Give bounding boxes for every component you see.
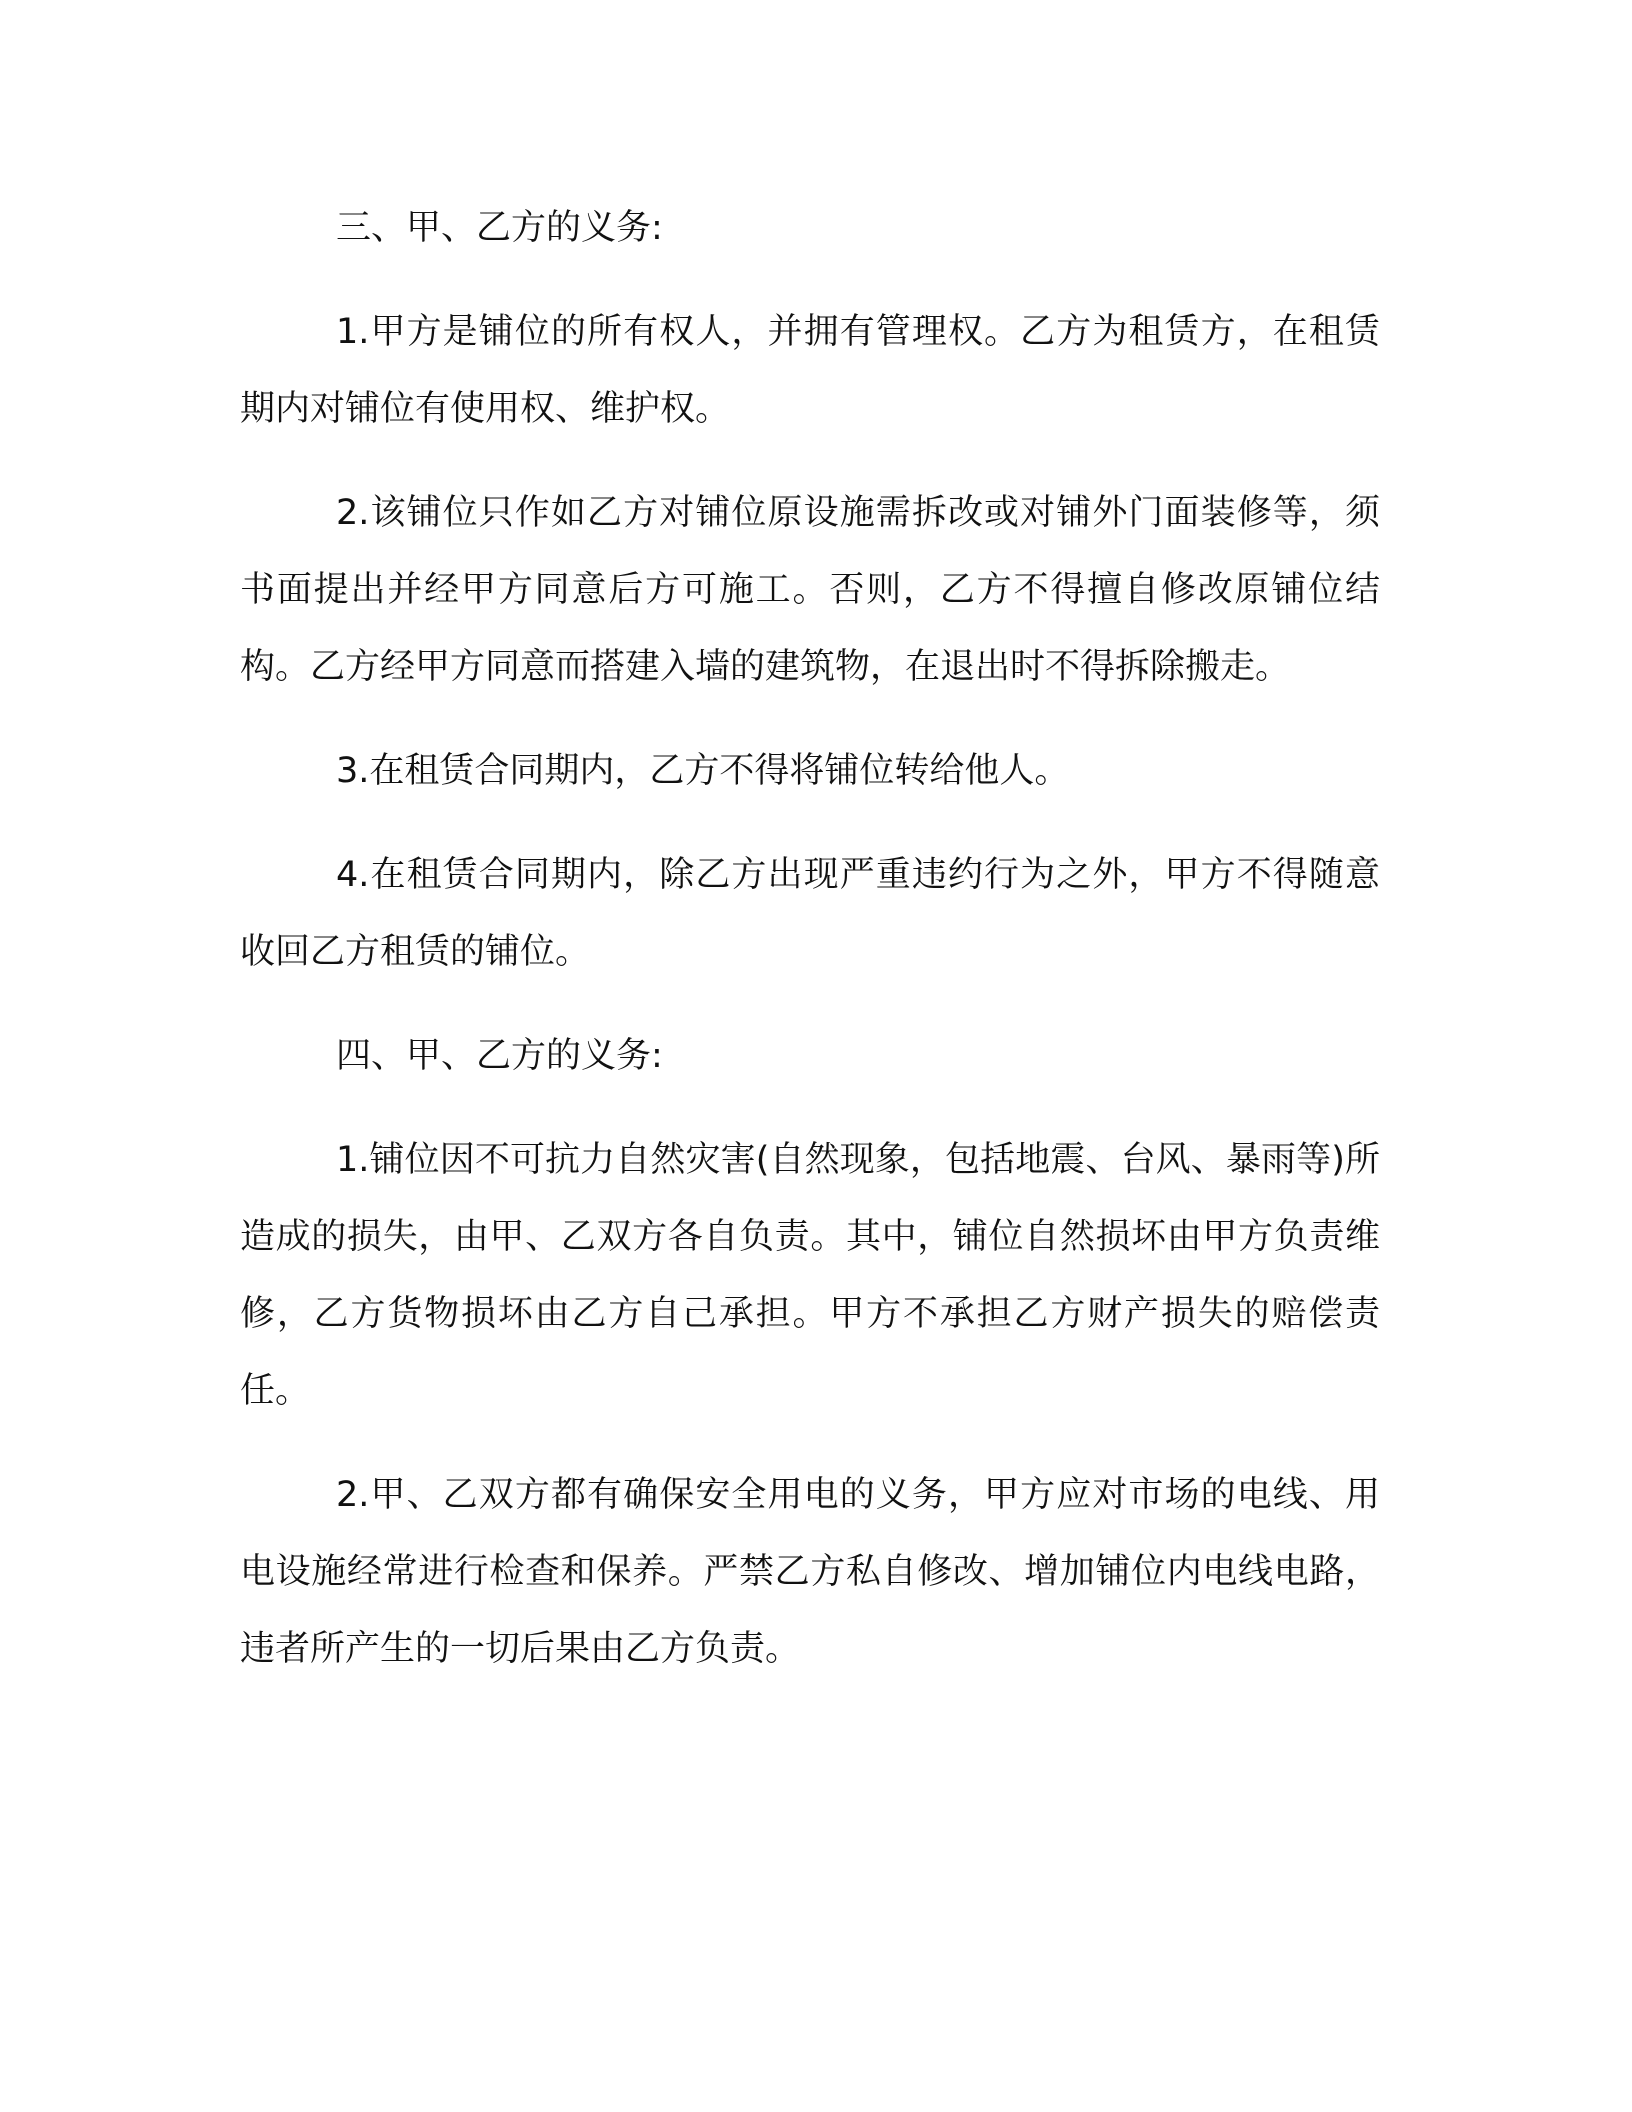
document-page [240, 190, 1380, 1715]
section-4-item-1: 1.铺位因不可抗力自然灾害(自然现象，包括地震、台风、暴雨等)所造成的损失，由甲、乙双方各自负责。其中，铺位自然损坏由甲方负责维修，乙方货物损坏由乙方自己承担。甲方不承担乙方财产损失的赔偿责任。 [240, 1140, 1380, 1411]
section-3-item-4: 4.在租赁合同期内，除乙方出现严重违约行为之外，甲方不得随意收回乙方租赁的铺位。 [240, 855, 1380, 972]
section-3-item-2: 2.该铺位只作如乙方对铺位原设施需拆改或对铺外门面装修等，须书面提出并经甲方同意后方可施工。否则，乙方不得擅自修改原铺位结构。乙方经甲方同意而搭建入墙的建筑物，在退出时不得拆除搬走。 [240, 493, 1380, 687]
section-3-item-3: 3.在租赁合同期内，乙方不得将铺位转给他人。 [336, 751, 1070, 791]
section-4-item-2: 2.甲、乙双方都有确保安全用电的义务，甲方应对市场的电线、用电设施经常进行检查和保养。严禁乙方私自修改、增加铺位内电线电路，违者所产生的一切后果由乙方负责。 [240, 1475, 1380, 1669]
section-3-heading: 三、甲、乙方的义务: [336, 208, 663, 248]
section-3-item-1: 1.甲方是铺位的所有权人，并拥有管理权。乙方为租赁方，在租赁期内对铺位有使用权、维护权。 [240, 312, 1380, 429]
section-4-heading: 四、甲、乙方的义务: [336, 1036, 663, 1076]
